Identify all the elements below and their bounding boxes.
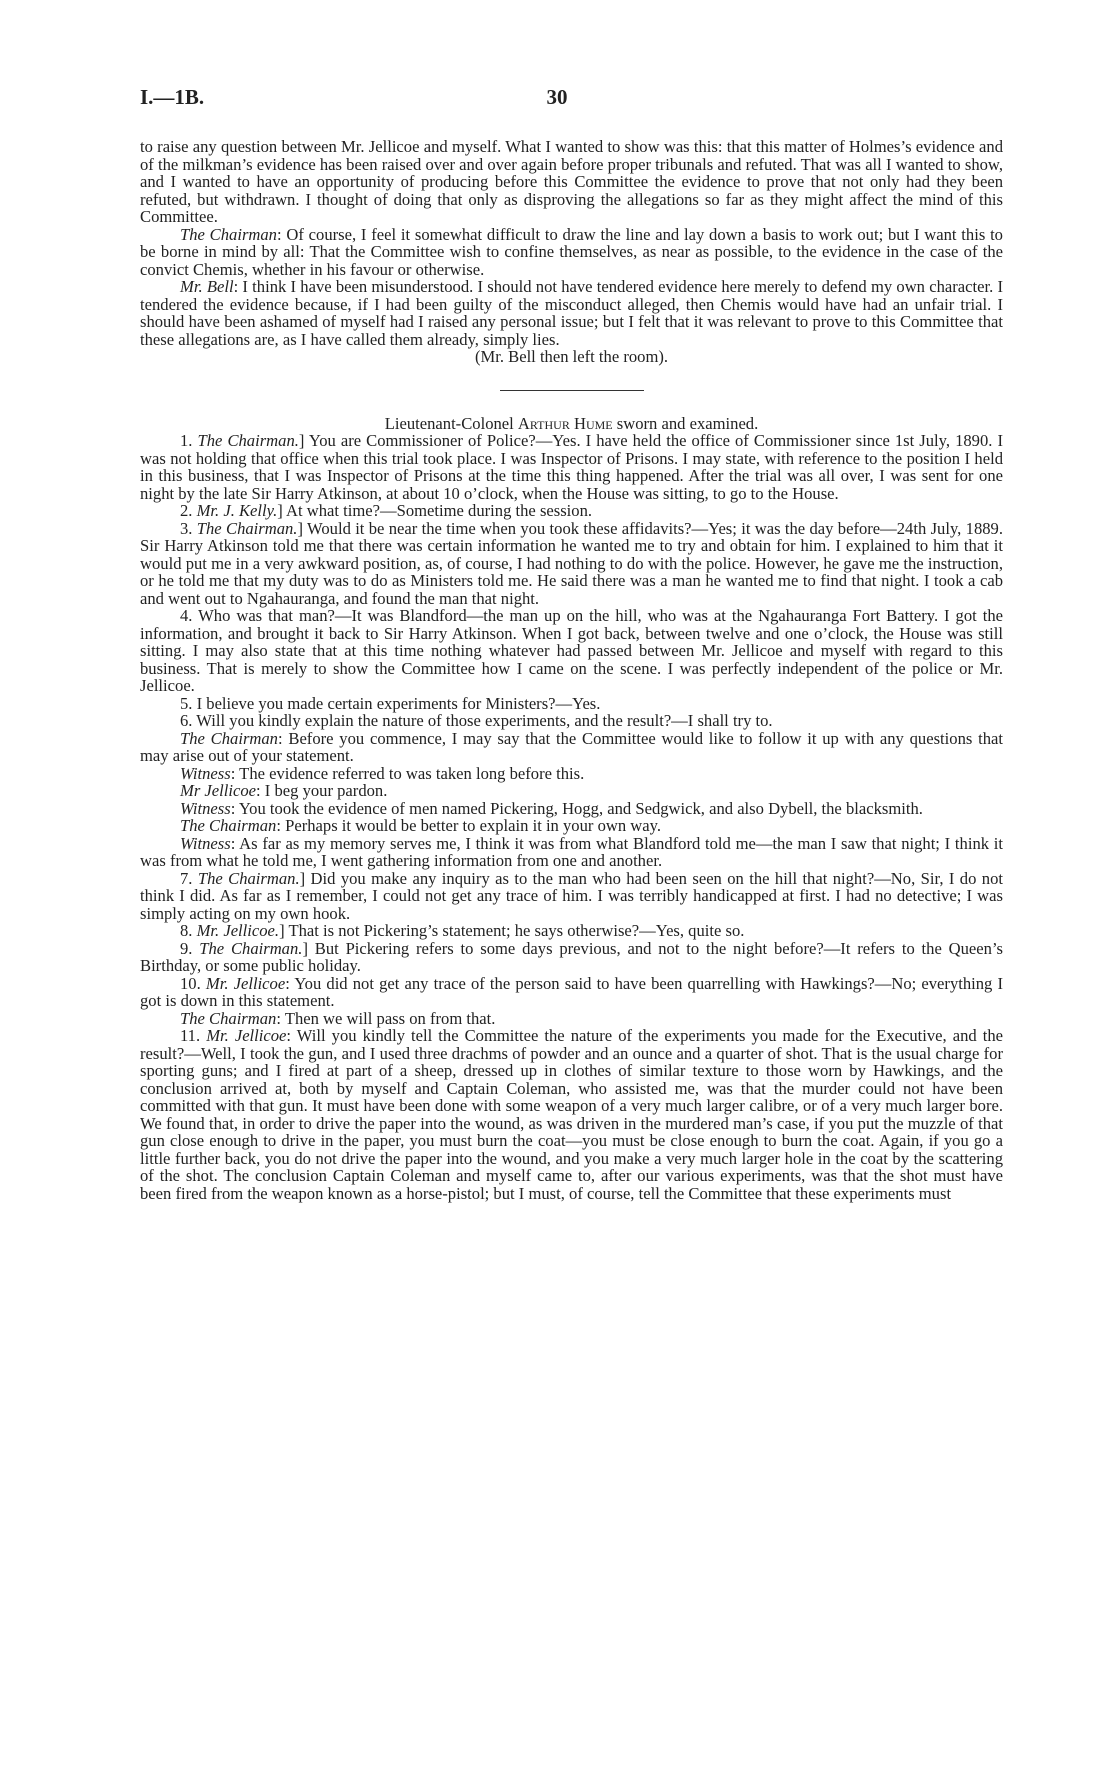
paragraph-text: ] That is not Pickering’s statement; he says otherwise?—Yes, quite so.: [279, 921, 745, 940]
question-5: [140, 695, 1003, 713]
question-number: 3.: [180, 518, 197, 538]
statement-witness: [140, 800, 1003, 818]
statement-bell: [140, 278, 1003, 348]
speaker: The Chairman.: [199, 938, 303, 958]
paragraph-text: : Of course, I feel it somewhat difficult to draw the line and lay down a basis to work out; but I want this to be borne in mind by all: That the Committee wish to confine themselves, as near as possible, to the evidence in the case of the convict Chemis, whether in his favour or otherwise.: [140, 224, 1003, 279]
paragraph-continuation: [140, 138, 1003, 226]
paragraph-text: : Then we will pass on from that.: [276, 1008, 496, 1028]
statement-witness: [140, 835, 1003, 870]
statement-chairman: [140, 817, 1003, 835]
witness-name: Arthur Hume: [517, 413, 613, 433]
speaker: The Chairman: [180, 1008, 277, 1028]
question-6: [140, 712, 1003, 730]
paragraph-text: : Before you commence, I may say that the Committee would like to follow it up with any questions that may arise out of your statement.: [140, 728, 1003, 765]
question-1: [140, 432, 1003, 502]
paragraph-text: : The evidence referred to was taken long before this.: [230, 763, 585, 783]
paragraph-text: ] Would it be near the time when you took these affidavits?—Yes; it was the day before—24th July, 1889. Sir Harry Atkinson told me that there was certain information he wanted me to try and obtain for him. I explained to him that it would put me in a very awkward position, as, of course, I had nothing to do with the police. However, he gave me the instruction, or he told me that my duty was to do as Ministers told me. He said there was a man he wanted me to find that night. I took a cab and went out to Ngahauranga, and found the man that night.: [140, 518, 1003, 608]
paragraph-text: : You did not get any trace of the person said to have been quarrelling with Hawkings?—No; everything I got is down in this statement.: [140, 973, 1004, 1010]
speaker: The Chairman.: [197, 868, 300, 888]
speaker: Witness: [180, 763, 231, 783]
section-divider: [500, 390, 644, 391]
speaker: Witness: [180, 833, 231, 853]
paragraph-text: ] You are Commissioner of Police?—Yes. I have held the office of Commissioner since 1st July, 1890. I was not holding that office when this trial took place. I was Inspector of Prisons. I may state, with reference to the position I held in this business, that I was Inspector of Prisons at the time this thing happened. After the trial was all over, I was sent for one night by the late Sir Harry Atkinson, at about 10 o’clock, when the House was sitting, to go to the House.: [140, 431, 1003, 503]
question-10: [140, 975, 1003, 1010]
paragraph-text: : I think I have been misunderstood. I should not have tendered evidence here merely to defend my own character. I tendered the evidence because, if I had been guilty of the misconduct alleged, then Chemis would have had an unfair trial. I should have been ashamed of myself had I raised any personal issue; but I felt that it was relevant to prove to this Committee that these allegations are, as I have called them already, simply lies.: [140, 277, 1003, 349]
speaker: The Chairman: [180, 728, 278, 748]
page-header: [0, 85, 1114, 109]
witness-heading: [140, 415, 1003, 433]
speaker: The Chairman.: [197, 431, 299, 450]
speaker: Witness: [180, 798, 231, 818]
paragraph-text: 4. Who was that man?—It was Blandford—the man up on the hill, who was at the Ngahauranga Fort Battery. I got the information, and brought it back to Sir Harry Atkinson. When I got back, between twelve and one o’clock, the House was still sitting. I may also state that at this time nothing whatever had passed between Mr. Jellicoe and myself with regard to this business. That is merely to show the Committee how I came on the scene. I was perfectly independent of the police or Mr. Jellicoe.: [140, 606, 1003, 695]
paragraph-text: 6. Will you kindly explain the nature of those experiments, and the result?—I shall try to.: [180, 711, 773, 730]
question-number: 10.: [180, 973, 206, 993]
statement-jellicoe: [140, 782, 1003, 800]
paragraph-text: ] Did you make any inquiry as to the man who had been seen on the hill that night?—No, Sir, I do not think I did. As far as I remember, I could not get any trace of him. I was terribly handicapped at first. I had no detective; I was simply acting on my own hook.: [140, 868, 1004, 923]
speaker: Mr. Bell: [180, 277, 234, 296]
speaker: Mr. Jellicoe: [205, 973, 286, 993]
heading-suffix: sworn and examined.: [612, 413, 759, 433]
statement-chairman: [140, 730, 1003, 765]
statement-witness: [140, 765, 1003, 783]
question-number: 8.: [180, 921, 197, 940]
question-2: [140, 502, 1003, 520]
statement-chairman: [140, 226, 1003, 279]
question-number: 11.: [180, 1026, 207, 1045]
speaker: The Chairman: [180, 816, 277, 835]
question-8: [140, 922, 1003, 940]
speaker: Mr. Jellicoe.: [196, 921, 280, 940]
paragraph-text: : Perhaps it would be better to explain it in your own way.: [276, 816, 662, 835]
question-number: 1.: [180, 431, 198, 450]
speaker: The Chairman.: [196, 518, 298, 538]
paragraph-text: (Mr. Bell then left the room).: [474, 347, 669, 366]
stage-direction: [140, 348, 1003, 366]
paragraph-text: ] But Pickering refers to some days previous, and not to the night before?—It refers to the Queen’s Birthday, or some public holiday.: [140, 938, 1004, 975]
paragraph-text: ] At what time?—Sometime during the session.: [277, 501, 593, 520]
speaker: Mr. J. Kelly.: [196, 501, 278, 520]
page-body: [140, 138, 1003, 1202]
question-number: 2.: [180, 501, 197, 520]
document-reference: I.—1B.: [140, 85, 205, 109]
speaker: Mr Jellicoe: [180, 781, 257, 800]
paragraph-text: : You took the evidence of men named Pickering, Hogg, and Sedgwick, and also Dybell, the blacksmith.: [230, 798, 923, 818]
paragraph-text: : I beg your pardon.: [256, 781, 388, 800]
paragraph-text: : Will you kindly tell the Committee the nature of the experiments you made for the Executive, and the result?—Well, I took the gun, and I used three drachms of powder and an ounce and a quarter of shot. That is the usual charge for sporting guns; and I fired at part of a sheep, dressed up in clothes of similar texture to those worn by Hawkings, and the conclusion arrived at, both by myself and Captain Coleman, who assisted me, was that the murder could not have been committed with that gun. It must have been done with some weapon of a very much larger calibre, or of a very much larger bore. We found that, in order to drive the paper into the wound, as was driven in the murdered man’s case, if you put the muzzle of that gun close enough to drive in the paper, you must burn the coat—you must be close enough to burn the coat. Again, if you go a little further back, you do not drive the paper into the wound, and you make a very much larger hole in the coat by the scattering of the shot. The conclusion Captain Coleman and myself came to, after our various experiments, was that the shot must have been fired from the weapon known as a horse-pistol; but I must, of course, tell the Committee that these experiments must: [140, 1026, 1004, 1203]
question-4: [140, 607, 1003, 695]
question-3: [140, 520, 1003, 608]
paragraph-text: 5. I believe you made certain experiments for Ministers?—Yes.: [180, 693, 601, 713]
paragraph-text: : As far as my memory serves me, I think it was from what Blandford told me—the man I saw that night; I think it was from what he told me, I went gathering information from one and another.: [140, 833, 1003, 870]
heading-prefix: Lieutenant-Colonel: [384, 413, 518, 433]
question-number: 7.: [180, 868, 198, 888]
question-7: [140, 870, 1003, 923]
question-9: [140, 940, 1003, 975]
page-number: 30: [546, 85, 568, 109]
statement-chairman: [140, 1010, 1003, 1028]
question-number: 9.: [180, 938, 200, 958]
question-11: [140, 1027, 1003, 1202]
speaker: Mr. Jellicoe: [206, 1026, 287, 1045]
paragraph-text: to raise any question between Mr. Jellicoe and myself. What I wanted to show was this: that this matter of Holmes’s evidence and of the milkman’s evidence has been raised over and over again before proper tribunals and refuted. That was all I wanted to show, and I wanted to have an opportunity of producing before this Committee the evidence to prove that not only had they been refuted, but withdrawn. I thought of doing that only as disproving the allegations so far as they might affect the mind of this Committee.: [140, 137, 1003, 226]
speaker: The Chairman: [180, 224, 277, 244]
